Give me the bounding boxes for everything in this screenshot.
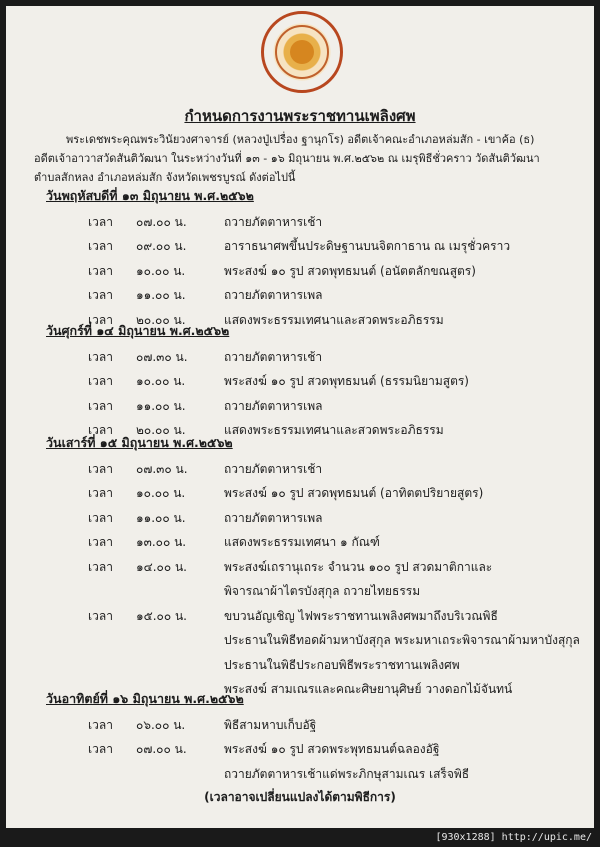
time-value: ๑๑.๐๐ น. [136,510,186,525]
time-label: เวลา [88,214,113,229]
time-value: ๑๕.๐๐ น. [136,608,187,623]
day-heading: วันศุกร์ที่ ๑๔ มิถุนายน พ.ศ.๒๕๖๒ [46,323,230,338]
time-label: เวลา [88,239,113,253]
time-label: เวลา [88,717,113,732]
time-value: ๒๐.๐๐ น. [136,423,186,437]
activity-description: พิธีสามหาบเก็บอัฐิ [224,717,317,732]
time-label: เวลา [88,263,113,278]
time-value: ๑๔.๐๐ น. [136,559,187,574]
closing-note: (เวลาอาจเปลี่ยนแปลงได้ตามพิธีการ) [204,790,396,804]
day-heading: วันเสาร์ที่ ๑๕ มิถุนายน พ.ศ.๒๕๖๒ [46,435,233,450]
time-value: ๑๑.๐๐ น. [136,288,186,302]
activity-description: แสดงพระธรรมเทศนาและสวดพระอภิธรรม [224,312,444,327]
time-label: เวลา [88,510,113,525]
activity-description: ถวายภัตตาหารเพล [224,510,323,525]
time-value: ๐๗.๓๐ น. [136,349,188,364]
activity-description: ประธานในพิธีทอดผ้ามหาบังสุกุล พระมหาเถระพิจารณาผ้ามหาบังสุกุล [224,633,580,647]
activity-description: ถวายภัตตาหารเช้า [224,349,323,364]
activity-description: พระสงฆ์ ๑๐ รูป สวดพุทธมนต์ (อนัตตลักขณสูตร) [224,263,476,278]
activity-description: ถวายภัตตาหารเช้าแด่พระภิกษุสามเณร เสร็จพิธี [224,766,470,781]
time-label: เวลา [88,559,113,574]
activity-description: ถวายภัตตาหารเช้า [224,214,323,229]
activity-description: แสดงพระธรรมเทศนา ๑ กัณฑ์ [224,535,380,549]
time-label: เวลา [88,398,113,413]
time-value: ๐๙.๐๐ น. [136,239,187,253]
activity-description: พระสงฆ์ ๑๐ รูป สวดพระพุทธมนต์ฉลองอัฐิ [224,742,440,756]
intro-line-1: พระเดชพระคุณพระวินัยวงศาจารย์ (หลวงปู่เปรื่อง ฐานุกโร) อดีตเจ้าคณะอำเภอหล่มสัก - เขาค้อ (ธ) [66,133,535,146]
activity-description: ขบวนอัญเชิญ ไฟพระราชทานเพลิงศพมาถึงบริเวณพิธี [224,608,498,623]
time-value: ๒๐.๐๐ น. [136,312,186,327]
time-label: เวลา [88,742,113,756]
time-value: ๐๗.๐๐ น. [136,742,187,756]
time-label: เวลา [88,349,113,364]
time-value: ๐๗.๓๐ น. [136,461,188,476]
time-value: ๑๐.๐๐ น. [136,486,186,500]
page-title: กำหนดการงานพระราชทานเพลิงศพ [184,107,416,125]
activity-description: พระสงฆ์ ๑๐ รูป สวดพุทธมนต์ (ธรรมนิยามสูตร) [224,374,469,388]
time-label: เวลา [88,486,113,500]
activity-description: พระสงฆ์เถรานุเถระ จำนวน ๑๐๐ รูป สวดมาติกาและ [224,559,493,574]
activity-description: ถวายภัตตาหารเช้า [224,461,323,476]
time-label: เวลา [88,374,113,388]
temple-seal-logo [261,11,343,93]
intro-line-3: ตำบลสักหลง อำเภอหล่มสัก จังหวัดเพชรบูรณ์ ดังต่อไปนี้ [34,171,296,184]
day-heading: วันอาทิตย์ที่ ๑๖ มิถุนายน พ.ศ.๒๕๖๒ [46,691,244,706]
activity-description: พระสงฆ์ ๑๐ รูป สวดพุทธมนต์ (อาทิตตปริยายสูตร) [224,486,484,500]
activity-description: อาราธนาศพขึ้นประดิษฐานบนจิตกาธาน ณ เมรุชั่วคราว [224,239,511,253]
time-value: ๐๗.๐๐ น. [136,214,187,229]
intro-line-2: อดีตเจ้าอาวาสวัดสันติวัฒนา ในระหว่างวันที่ ๑๓ - ๑๖ มิถุนายน พ.ศ.๒๕๖๒ ณ เมรุพิธีชั่วคราว วัดสันติวัฒนา [34,152,540,165]
time-value: ๐๖.๐๐ น. [136,717,186,732]
activity-description: แสดงพระธรรมเทศนาและสวดพระอภิธรรม [224,423,444,437]
watermark: [930x1288] http://upic.me/ [435,832,592,843]
time-label: เวลา [88,288,113,302]
time-label: เวลา [88,608,113,623]
time-value: ๑๐.๐๐ น. [136,374,186,388]
document-page [6,6,594,828]
time-label: เวลา [88,461,113,476]
time-label: เวลา [88,312,113,327]
day-heading: วันพฤหัสบดีที่ ๑๓ มิถุนายน พ.ศ.๒๕๖๒ [46,188,254,203]
time-label: เวลา [88,423,113,437]
time-value: ๑๓.๐๐ น. [136,535,187,549]
activity-description: พระสงฆ์ สามเณรและคณะศิษยานุศิษย์ วางดอกไม้จันทน์ [224,682,513,696]
time-label: เวลา [88,535,113,549]
activity-description: ถวายภัตตาหารเพล [224,398,323,413]
activity-description: ถวายภัตตาหารเพล [224,288,323,302]
time-value: ๑๐.๐๐ น. [136,263,186,278]
time-value: ๑๑.๐๐ น. [136,398,186,413]
activity-description: พิจารณาผ้าไตรบังสุกุล ถวายไทยธรรม [224,584,421,598]
activity-description: ประธานในพิธีประกอบพิธีพระราชทานเพลิงศพ [224,657,460,672]
